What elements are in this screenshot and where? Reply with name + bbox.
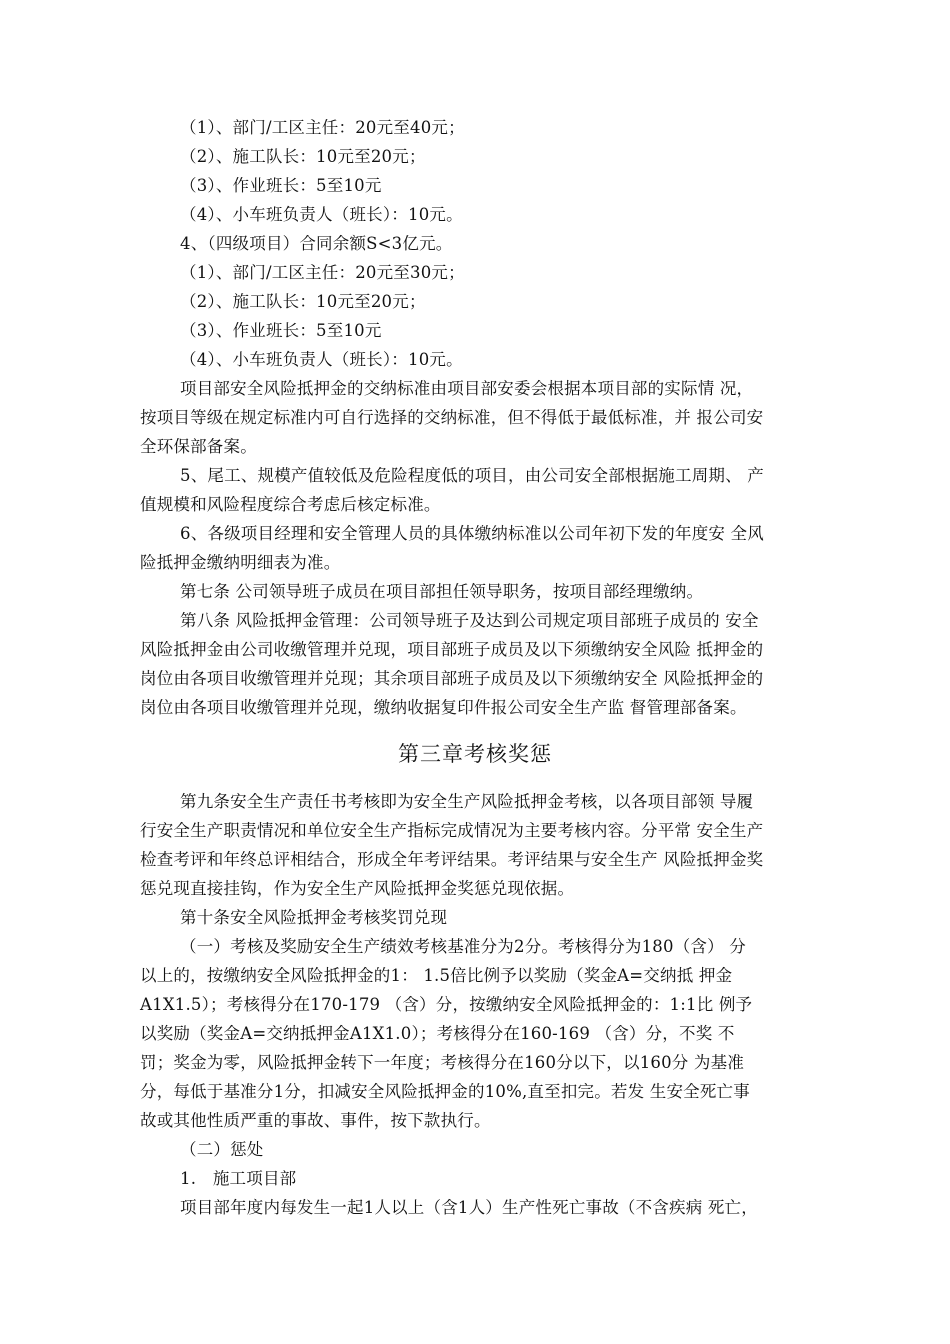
paragraph-line: 罚；奖金为零，风险抵押金转下一年度；考核得分在160分以下，以160分 为基准 <box>140 1053 745 1072</box>
paragraph-line: 行安全生产职责情况和单位安全生产指标完成情况为主要考核内容。分平常 安全生产 <box>140 821 764 840</box>
paragraph-line: 岗位由各项目收缴管理并兑现，缴纳收据复印件报公司安全生产监 督管理部备案。 <box>140 698 747 717</box>
paragraph-line: 以奖励（奖金A=交纳抵押金A1X1.0）；考核得分在160-169 （含）分，不奖 不 <box>140 1024 735 1043</box>
paragraph-line: （一）考核及奖励安全生产绩效考核基准分为2分。考核得分为180（含） 分 <box>180 937 746 956</box>
paragraph-line: 岗位由各项目收缴管理并兑现；其余项目部班子成员及以下须缴纳安全 风险抵押金的 <box>140 669 764 688</box>
list-item: （4）、小车班负责人（班长）：10元。 <box>180 205 463 224</box>
paragraph-line: 惩兑现直接挂钩，作为安全生产风险抵押金奖惩兑现依据。 <box>140 879 575 898</box>
paragraph-line: 第九条安全生产责任书考核即为安全生产风险抵押金考核，以各项目部领 导履 <box>180 792 754 811</box>
paragraph-line: 1. 施工项目部 <box>180 1169 297 1188</box>
paragraph-line: 5、尾工、规模产值较低及危险程度低的项目，由公司安全部根据施工周期、 产 <box>180 466 764 485</box>
paragraph-line: 项目部安全风险抵押金的交纳标准由项目部安委会根据本项目部的实际情 况， <box>180 379 754 398</box>
list-item: （2）、施工队长：10元至20元； <box>180 292 426 311</box>
list-item: （4）、小车班负责人（班长）：10元。 <box>180 350 463 369</box>
paragraph-line: 风险抵押金由公司收缴管理并兑现，项目部班子成员及以下须缴纳安全风险 抵押金的 <box>140 640 764 659</box>
paragraph-line: 第八条 风险抵押金管理：公司领导班子及达到公司规定项目部班子成员的 安全 <box>180 611 759 630</box>
list-item: （3）、作业班长：5至10元 <box>180 321 382 340</box>
list-item: （2）、施工队长：10元至20元； <box>180 147 426 166</box>
paragraph-line: 值规模和风险程度综合考虑后核定标准。 <box>140 495 441 514</box>
paragraph-line: 6、各级项目经理和安全管理人员的具体缴纳标准以公司年初下发的年度安 全风 <box>180 524 764 543</box>
chapter-title: 第三章考核奖惩 <box>398 742 552 766</box>
paragraph-line: 以上的，按缴纳安全风险抵押金的1： 1.5倍比例予以奖励（奖金A=交纳抵 押金 <box>140 966 733 985</box>
paragraph-line: 第十条安全风险抵押金考核奖罚兑现 <box>180 908 448 927</box>
paragraph-line: 项目部年度内每发生一起1人以上（含1人）生产性死亡事故（不含疾病 死亡， <box>180 1198 758 1217</box>
list-item: （3）、作业班长：5至10元 <box>180 176 382 195</box>
paragraph-line: 检查考评和年终总评相结合，形成全年考评结果。考评结果与安全生产 风险抵押金奖 <box>140 850 764 869</box>
paragraph-line: （二）惩处 <box>180 1140 264 1159</box>
list-item: （1）、部门/工区主任：20元至40元； <box>180 118 465 137</box>
paragraph-line: 全环保部备案。 <box>140 437 257 456</box>
paragraph-line: 险抵押金缴纳明细表为准。 <box>140 553 341 572</box>
paragraph-line: 分，每低于基准分1分，扣减安全风险抵押金的10%,直至扣完。若发 生安全死亡事 <box>140 1082 750 1101</box>
list-heading: 4、（四级项目）合同余额S<3亿元。 <box>180 234 453 253</box>
paragraph-line: 按项目等级在规定标准内可自行选择的交纳标准，但不得低于最低标准，并 报公司安 <box>140 408 764 427</box>
list-item: （1）、部门/工区主任：20元至30元； <box>180 263 465 282</box>
paragraph-line: 第七条 公司领导班子成员在项目部担任领导职务，按项目部经理缴纳。 <box>180 582 704 601</box>
paragraph-line: 故或其他性质严重的事故、事件，按下款执行。 <box>140 1111 491 1130</box>
paragraph-line: A1X1.5）；考核得分在170-179 （含）分，按缴纳安全风险抵押金的：1:1比 例予 <box>140 995 753 1014</box>
